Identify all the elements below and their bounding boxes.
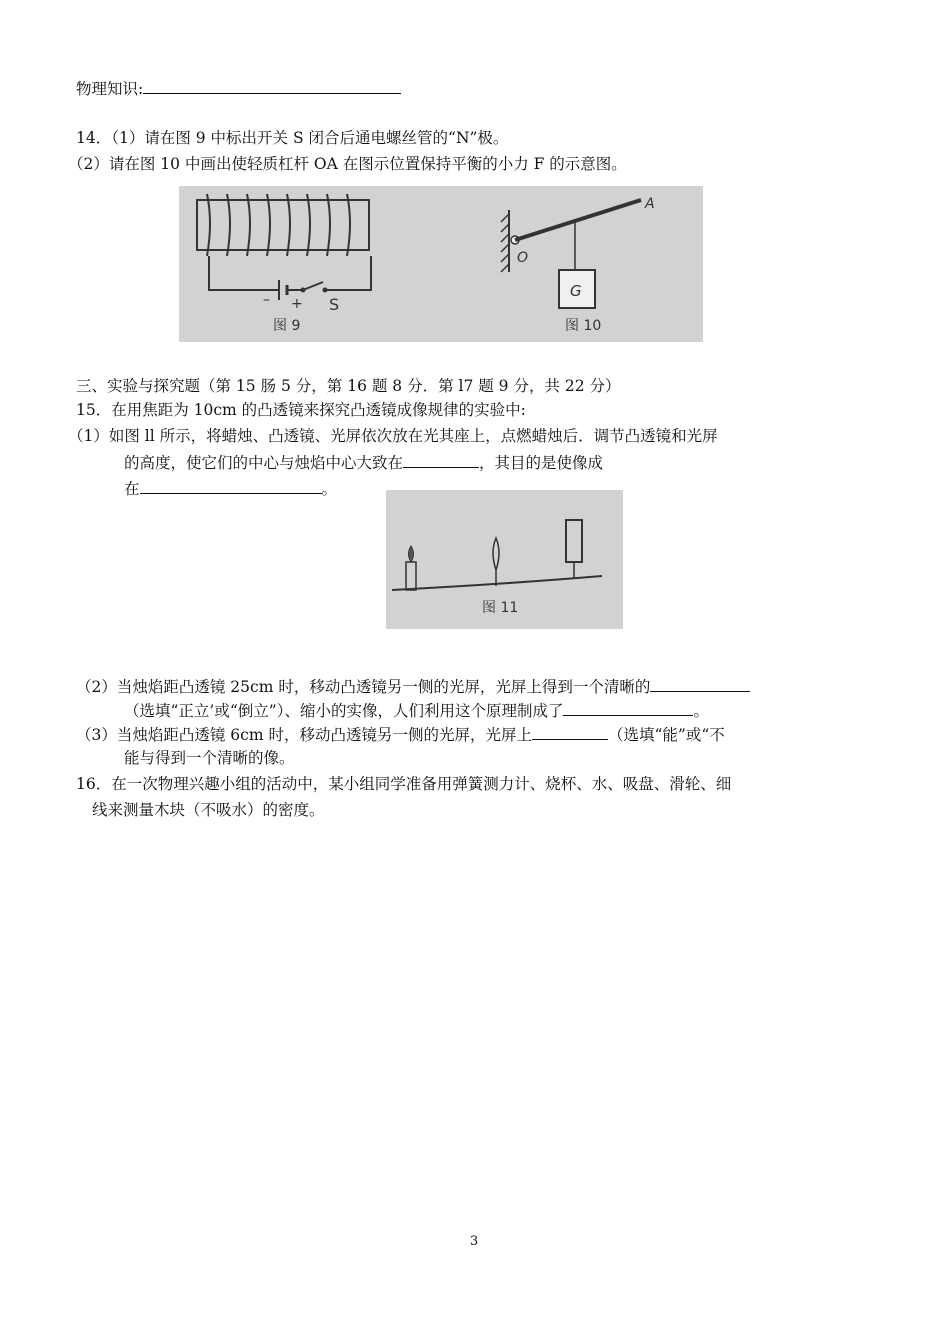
q15-p1-line1: （1）如图 ll 所示，将蜡烛、凸透镜、光屏依次放在光其座上，点燃蜡烛后．调节凸透镜和光屏 xyxy=(68,427,718,445)
solenoid-coil-icon xyxy=(207,194,350,256)
q16-line2: 线来测量木块（不吸水）的密度。 xyxy=(92,801,325,819)
q15-p1-line3-text-b: 。 xyxy=(321,480,338,498)
q15-p1-line3 xyxy=(124,476,337,501)
figure-10-label: 图 10 xyxy=(565,318,602,334)
q15-p1-line2 xyxy=(124,450,603,475)
q15-p1-line2-text-a: 的高度，使它们的中心与烛焰中心大致在 xyxy=(124,454,404,472)
optical-bench xyxy=(392,576,602,590)
q15-p3-line1 xyxy=(76,722,725,747)
q15-p2-line2-text-b: 。 xyxy=(693,702,709,720)
light-screen-icon xyxy=(566,520,582,562)
figure-11 xyxy=(386,490,623,629)
figure-9-10 xyxy=(179,186,703,342)
flame-icon xyxy=(409,546,414,562)
physics-knowledge-label: 物理知识: xyxy=(76,80,144,98)
q14-part1: 14．（1）请在图 9 中标出开关 S 闭合后通电螺丝管的“N”极。 xyxy=(76,129,509,147)
q15-p3-line1-text-b: （选填“能”或“不 xyxy=(607,726,725,744)
answer-blank[interactable] xyxy=(532,722,608,740)
weight-label: G xyxy=(570,282,582,300)
convex-lens-icon xyxy=(493,538,499,570)
switch-label: S xyxy=(329,295,340,314)
answer-blank[interactable] xyxy=(563,698,693,716)
figure-9-label: 图 9 xyxy=(273,318,301,334)
q14-part2: （2）请在图 10 中画出使轻质杠杆 OA 在图示位置保持平衡的小力 F 的示意图。 xyxy=(68,155,627,173)
section-3-title: 三、实验与探究题（第 15 肠 5 分，第 16 题 8 分．第 l7 题 9 分，共 22 分） xyxy=(76,377,621,395)
answer-line-physics-knowledge xyxy=(76,76,401,101)
answer-blank[interactable] xyxy=(143,76,401,94)
q15-p2-line2-text-a: （选填“正立’或“倒立”）、缩小的实像，人们利用这个原理制成了 xyxy=(124,702,564,720)
page-number: 3 xyxy=(470,1234,479,1249)
answer-blank[interactable] xyxy=(650,674,750,692)
answer-blank[interactable] xyxy=(403,450,479,468)
switch-lever xyxy=(303,282,323,290)
q15-p1-line2-text-b: ，其目的是使像成 xyxy=(479,454,604,472)
q16-line1: 16．在一次物理兴趣小组的活动中，某小组同学准备用弹簧测力计、烧杯、水、吸盘、滑轮、细 xyxy=(76,775,732,793)
point-a-label: A xyxy=(645,196,655,212)
wire-right xyxy=(325,256,371,290)
lever-oa xyxy=(515,200,641,240)
q15-stem: 15．在用焦距为 10cm 的凸透镜来探究凸透镜成像规律的实验中: xyxy=(76,401,526,419)
candle-icon xyxy=(406,562,416,590)
wire-left xyxy=(209,256,279,290)
q15-p2-line1-text: （2）当烛焰距凸透镜 25cm 时，移动凸透镜另一侧的光屏，光屏上得到一个清晰的 xyxy=(76,678,651,696)
q15-p1-line3-text-a: 在 xyxy=(124,480,140,498)
plus-sign: + xyxy=(291,296,303,312)
point-o-label: O xyxy=(517,250,529,266)
minus-sign: – xyxy=(263,292,270,308)
solenoid-core xyxy=(197,200,369,250)
q15-p3-line1-text-a: （3）当烛焰距凸透镜 6cm 时，移动凸透镜另一侧的光屏，光屏上 xyxy=(76,726,532,744)
answer-blank[interactable] xyxy=(140,476,322,494)
q15-p2-line2 xyxy=(124,698,709,723)
q15-p3-line2: 能与得到一个清晰的像。 xyxy=(124,749,295,767)
figure-11-label: 图 11 xyxy=(482,600,519,616)
q15-p2-line1 xyxy=(76,674,750,699)
